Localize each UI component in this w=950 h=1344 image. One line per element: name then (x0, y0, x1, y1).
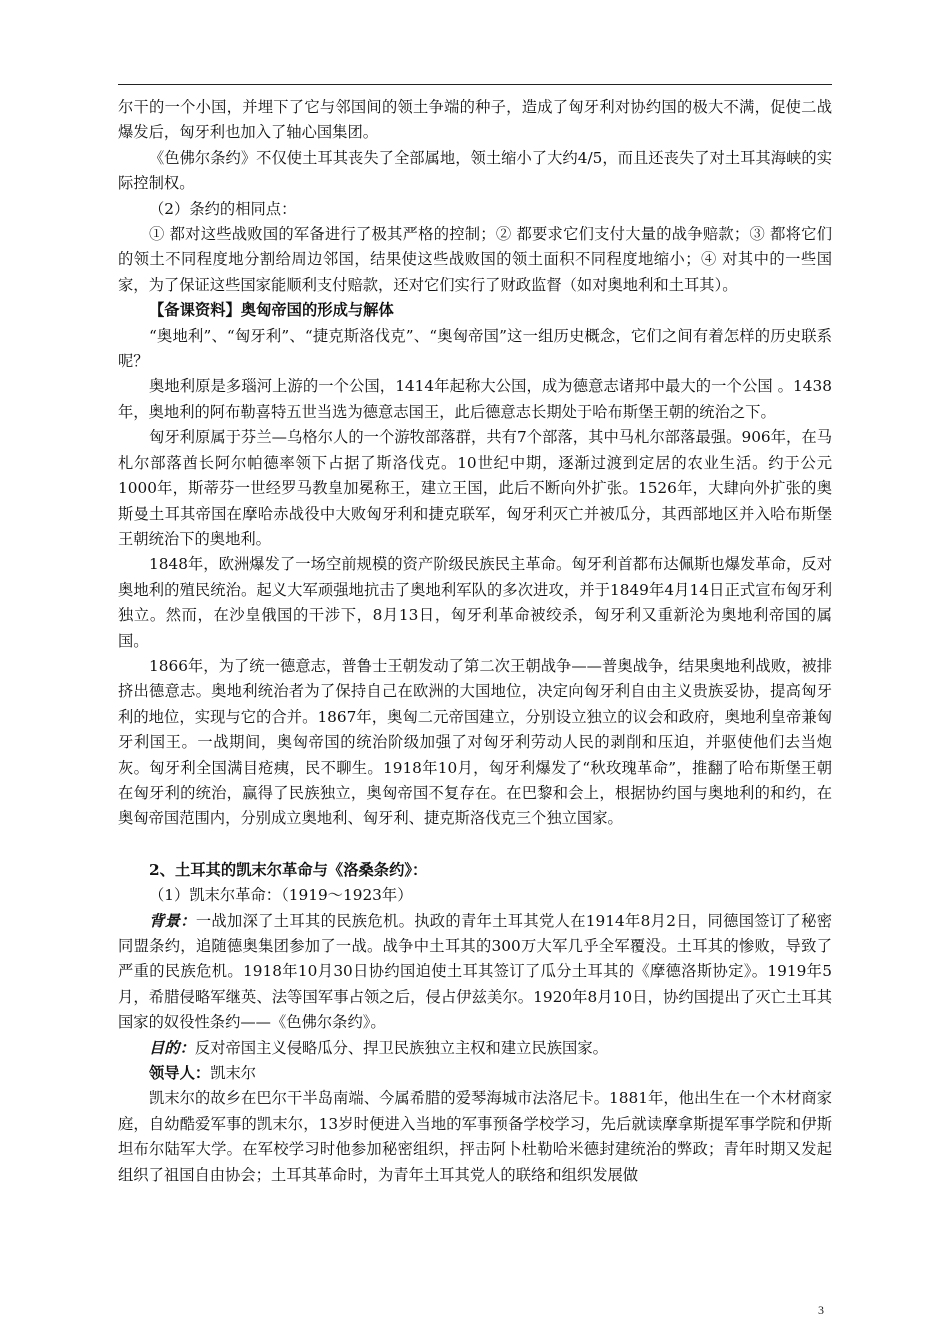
paragraph: “奥地利”、“匈牙利”、“捷克斯洛伐克”、“奥匈帝国”这一组历史概念，它们之间有着怎样的历史联系呢？ (118, 326, 832, 371)
leader-label: 领导人： (149, 1064, 211, 1083)
purpose-text: 反对帝国主义侵略瓜分、捍卫民族独立主权和建立民族国家。 (194, 1038, 608, 1057)
paragraph: ① 都对这些战败国的军备进行了极其严格的控制；② 都要求它们支付大量的战争赔款；③ 都将它们的领土不同程度地分割给周边邻国，结果使这些战败国的领土面积不同程度地缩小；④ 对其中的一些国家，为了保证这些国家能顺利支付赔款，还对它们实行了财政监督（如对奥地利和土耳其）。 (118, 225, 832, 294)
section-heading: 2、土耳其的凯末尔革命与《洛桑条约》： (149, 860, 428, 879)
paragraph: 1866年，为了统一德意志，普鲁士王朝发动了第二次王朝战争——普奥战争，结果奥地利战败，被排挤出德意志。奥地利统治者为了保持自己在欧洲的大国地位，决定向匈牙利自由主义贵族妥协，提高匈牙利的地位，实现与它的合并。1867年，奥匈二元帝国建立，分别设立独立的议会和政府，奥地利皇帝兼匈牙利国王。一战期间，奥匈帝国的统治阶级加强了对匈牙利劳动人民的剥削和压迫，并驱使他们去当炮灰。匈牙利全国满目疮痍，民不聊生。1918年10月，匈牙利爆发了“秋玫瑰革命”，推翻了哈布斯堡王朝在匈牙利的统治，赢得了民族独立，奥匈帝国不复存在。在巴黎和会上，根据协约国与奥地利的和约，在奥匈帝国范围内，分别成立奥地利、匈牙利、捷克斯洛伐克三个独立国家。 (118, 656, 832, 828)
paragraph: 尔干的一个小国，并埋下了它与邻国间的领土争端的种子，造成了匈牙利对协约国的极大不满，促使二战爆发后，匈牙利也加入了轴心国集团。 (118, 98, 832, 142)
header-rule (118, 84, 832, 85)
leader-text: 凯末尔 (210, 1064, 257, 1083)
page-number: 3 (818, 1303, 824, 1317)
document-body (118, 95, 832, 1188)
paragraph: 1848年，欧洲爆发了一场空前规模的资产阶级民族民主革命。匈牙利首都布达佩斯也爆发革命，反对奥地利的殖民统治。起义大军顽强地抗击了奥地利军队的多次进攻，并于1849年4月14日正式宣布匈牙利独立。然而，在沙皇俄国的干涉下，8月13日，匈牙利革命被绞杀，匈牙利又重新沦为奥地利帝国的属国。 (118, 555, 832, 650)
purpose-label: 目的： (149, 1038, 195, 1057)
background-label: 背景： (149, 911, 196, 930)
paragraph: 奥地利原是多瑙河上游的一个公国，1414年起称大公国，成为德意志诸邦中最大的一个公国 。1438年，奥地利的阿布勒喜特五世当选为德意志国王，此后德意志长期处于哈布斯堡王朝的统治之下。 (118, 377, 832, 421)
material-heading: 【备课资料】奥匈帝国的形成与解体 (149, 301, 394, 320)
blank-line (118, 832, 832, 858)
subheading-similarities: （2）条约的相同点： (149, 199, 297, 218)
subheading-kemal-revolution: （1）凯末尔革命：（1919～1923年） (149, 886, 413, 905)
background-paragraph (118, 909, 832, 1036)
paragraph: 凯末尔的故乡在巴尔干半岛南端、今属希腊的爱琴海城市法洛尼卡。1881年，他出生在一个木材商家庭，自幼酷爱军事的凯末尔，13岁时便进入当地的军事预备学校学习，先后就读摩拿斯提军事学院和伊斯坦布尔陆军大学。在军校学习时他参加秘密组织，抨击阿卜杜勒哈米德封建统治的弊政；青年时期又发起组织了祖国自由协会；土耳其革命时，为青年土耳其党人的联络和组织发展做 (118, 1089, 832, 1184)
paragraph: 匈牙利原属于芬兰—乌格尔人的一个游牧部落群，共有7个部落，其中马札尔部落最强。906年，在马札尔部落酋长阿尔帕德率领下占据了斯洛伐克。10世纪中期，逐渐过渡到定居的农业生活。约于公元1000年，斯蒂芬一世经罗马教皇加冕称王，建立王国，此后不断向外扩张。1526年，大肆向外扩张的奥斯曼土耳其帝国在摩哈赤战役中大败匈牙利和捷克联军，匈牙利灭亡并被瓜分，其西部地区并入哈布斯堡王朝统治下的奥地利。 (118, 428, 832, 548)
leader-paragraph (118, 1061, 832, 1086)
paragraph: 《色佛尔条约》不仅使土耳其丧失了全部属地，领土缩小了大约4/5，而且还丧失了对土耳其海峡的实际控制权。 (118, 148, 832, 193)
purpose-paragraph (118, 1036, 832, 1061)
background-text: 一战加深了土耳其的民族危机。执政的青年土耳其党人在1914年8月2日，同德国签订了秘密同盟条约，追随德奥集团参加了一战。战争中土耳其的300万大军几乎全军覆没。土耳其的惨败，导致了严重的民族危机。1918年10月30日协约国迫使土耳其签订了瓜分土耳其的《摩德洛斯协定》。1919年5月，希腊侵略军继英、法等国军事占领之后，侵占伊兹美尔。1920年8月10日，协约国提出了灭亡土耳其国家的奴役性条约——《色佛尔条约》。 (118, 911, 832, 1032)
